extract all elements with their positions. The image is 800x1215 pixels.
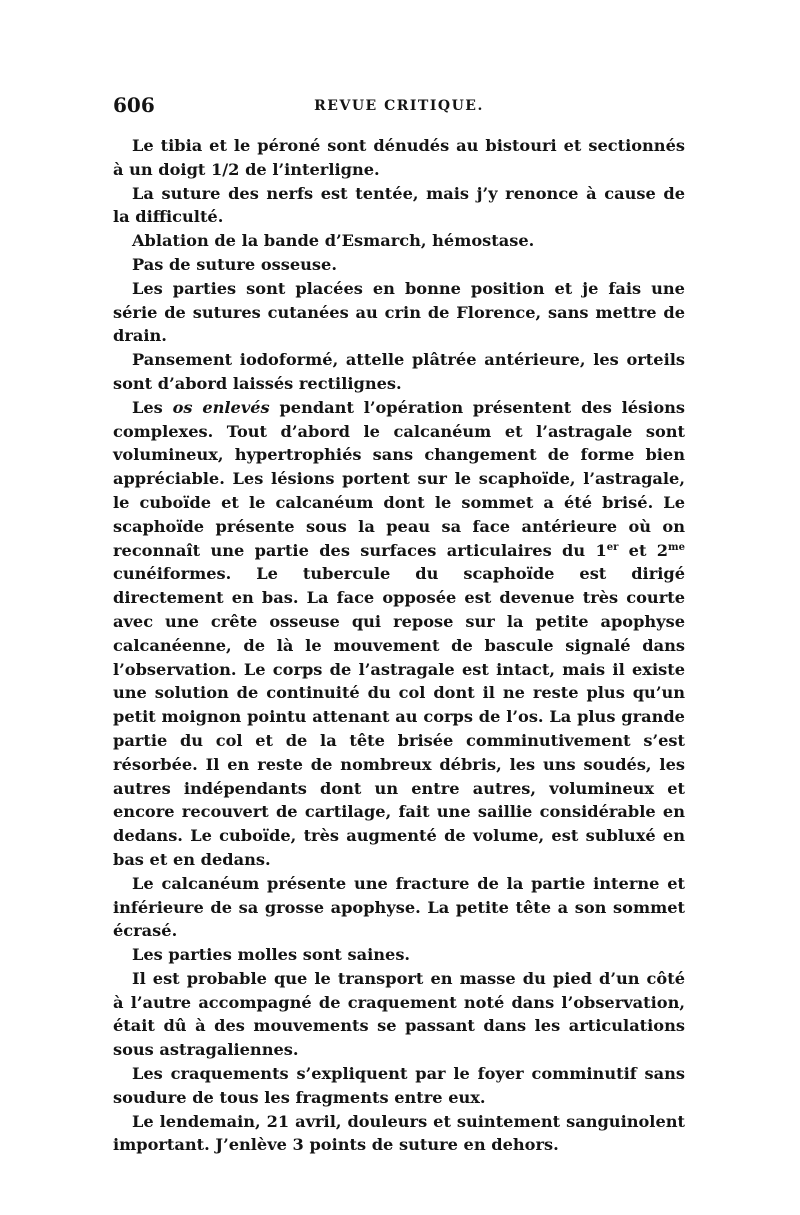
running-head: REVUE CRITIQUE.: [314, 98, 484, 114]
paragraph-2: La suture des nerfs est tentée, mais j’y renonce à cause de la difficulté.: [113, 183, 685, 227]
paragraph-4: Pas de suture osseuse.: [132, 254, 337, 274]
paragraph-7-text-1: pendant l’opération présentent des lésions complexes. Tout d’abord le calcanéum et l’astragale sont volumineux, hypertrophiés sans changement de forme bien appréciable. Les lésions portent sur le scaphoïde, l’astragale, le cuboïde et le calcanéum dont le sommet a été brisé. Le scaphoïde présente sous la peau sa face antérieure où on reconnaît une partie des surfaces articulaires du 1: [113, 397, 686, 560]
paragraph-11: Les craquements s’expliquent par le foyer comminutif sans soudure de tous les fragments entre eux.: [113, 1064, 685, 1107]
paragraph-7-text-3: cunéiformes. Le tubercule du scaphoïde est dirigé directement en bas. La face opposée est devenue très courte avec une crête osseuse qui repose sur la petite apophyse calcanéenne, de là le mouvement de bascule signalé dans l’observation. Le corps de l’astragale est intact, mais il existe une solution de continuité du col dont il ne reste plus qu’un petit moignon pointu attenant au corps de l’os. La plus grande partie du col et de la tête brisée comminutivement s’est résorbée. Il en reste de nombreux débris, les uns soudés, les autres indépendants dont un entre autres, volumineux et encore recouvert de cartilage, fait une saillie considérable en dedans. Le cuboïde, très augmenté de volume, est subluxé en bas et en dedans.: [113, 564, 685, 869]
paragraph-7-text-2: et 2: [618, 540, 669, 560]
paragraph-5: Les parties sont placées en bonne position et je fais une série de sutures cutanées au crin de Florence, sans mettre de drain.: [113, 278, 685, 346]
paragraph-1: Le tibia et le péroné sont dénudés au bistouri et sectionnés à un doigt 1/2 de l’interligne.: [113, 136, 685, 179]
body-text: [113, 134, 685, 1157]
paragraph-10: Il est probable que le transport en masse du pied d’un côté à l’autre accompagné de craquement noté dans l’observation, était dû à des mouvements se passant dans les articulations sous astragaliennes.: [113, 968, 685, 1060]
paragraph-6: Pansement iodoformé, attelle plâtrée antérieure, les orteils sont d’abord laissés rectilignes.: [113, 350, 685, 393]
ordinal-superscript-er: er: [606, 541, 619, 553]
paragraph-8: Le calcanéum présente une fracture de la partie interne et inférieure de sa grosse apophyse. La petite tête a son sommet écrasé.: [113, 873, 685, 941]
paragraph-9: Les parties molles sont saines.: [132, 945, 411, 965]
page-number: 606: [113, 93, 155, 117]
paragraph-7: [113, 396, 685, 872]
paragraph-12: Le lendemain, 21 avril, douleurs et suintement sanguinolent important. J’enlève 3 points de suture en dehors.: [113, 1111, 685, 1155]
paragraph-7-lead: Les: [132, 397, 173, 417]
page-header: [113, 92, 685, 118]
ordinal-superscript-me: me: [668, 541, 685, 553]
paragraph-3: Ablation de la bande d’Esmarch, hémostase.: [132, 231, 535, 251]
italic-term: os enlevés: [172, 397, 270, 417]
